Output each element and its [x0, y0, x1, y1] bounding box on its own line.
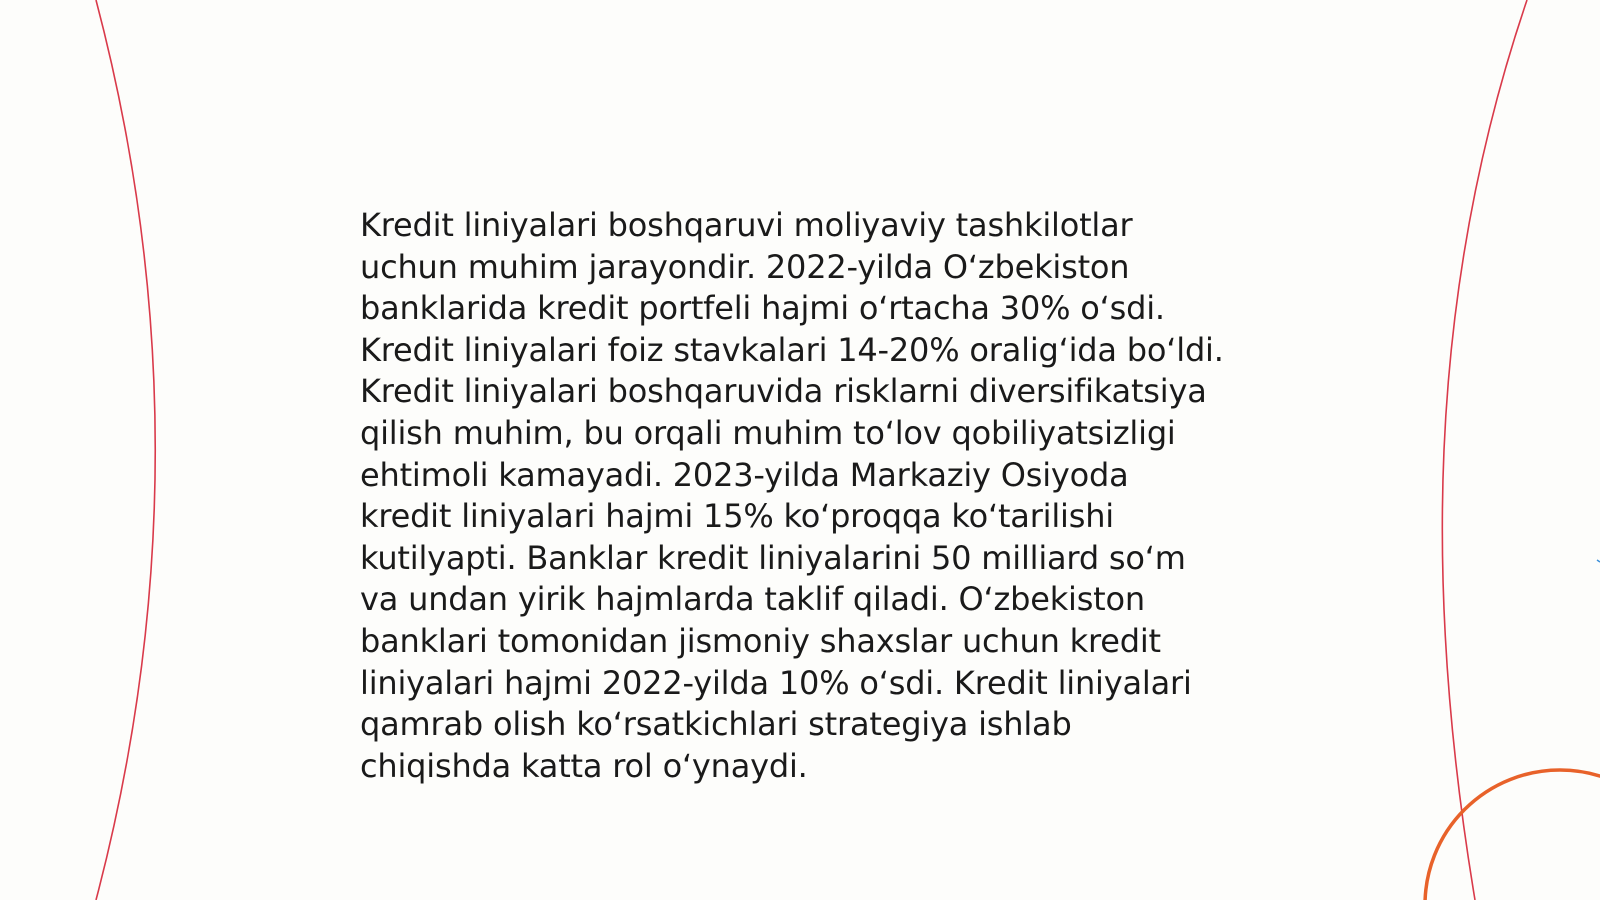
accent-circle-outline	[1425, 770, 1600, 900]
right-curve-line	[1442, 0, 1527, 900]
slide-body-paragraph: Kredit liniyalari boshqaruvi moliyaviy tashkilotlar uchun muhim jarayondir. 2022-yilda O‘zbekiston banklarida kredit portfeli hajmi o‘rtacha 30% o‘sdi. Kredit liniyalari foiz stavkalari 14-20% oralig‘ida bo‘ldi. Kredit liniyalari boshqaruvida risklarni diversifikatsiya qilish muhim, bu orqali muhim to‘lov qobiliyatsizligi ehtimoli kamayadi. 2023-yilda Markaziy Osiyoda kredit liniyalari hajmi 15% ko‘proqqa ko‘tarilishi kutilyapti. Banklar kredit liniyalarini 50 milliard so‘m va undan yirik hajmlarda taklif qiladi. O‘zbekiston banklari tomonidan jismoniy shaxslar uchun kredit liniyalari hajmi 2022-yilda 10% o‘sdi. Kredit liniyalari qamrab olish ko‘rsatkichlari strategiya ishlab chiqishda katta rol o‘ynaydi.	[360, 206, 1224, 785]
left-curve-line	[96, 0, 155, 900]
